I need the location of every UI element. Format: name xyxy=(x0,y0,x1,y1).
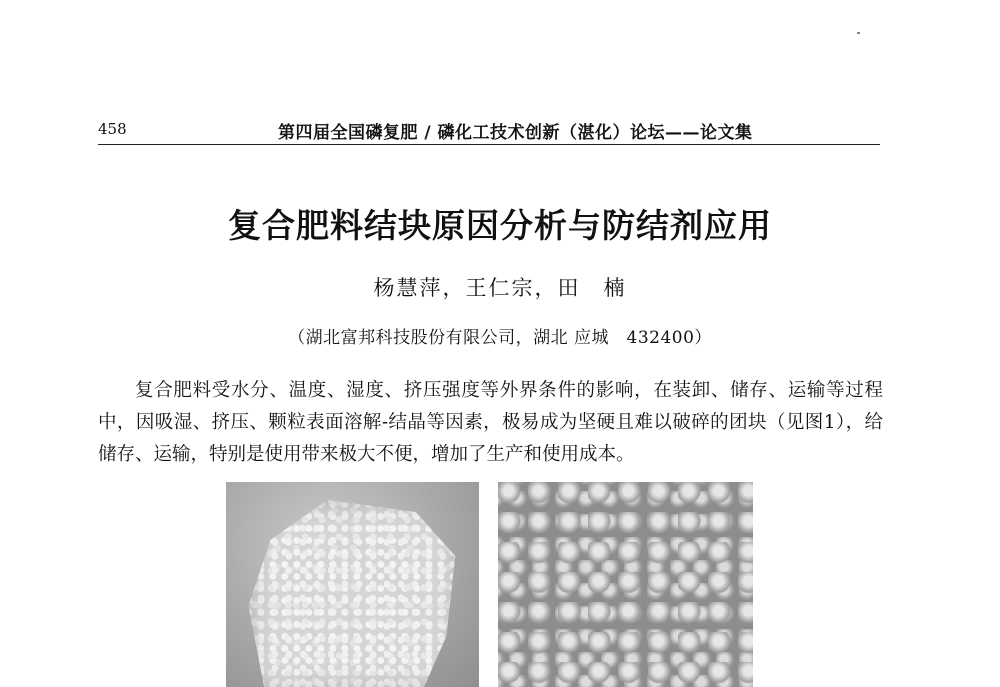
figure-photo-granules-closeup xyxy=(498,482,753,687)
page-number: 458 xyxy=(98,120,127,138)
scan-speck xyxy=(857,32,860,34)
running-header xyxy=(98,118,880,145)
author-affiliation: （湖北富邦科技股份有限公司，湖北 应城 432400） xyxy=(288,328,712,348)
intro-paragraph: 复合肥料受水分、温度、湿度、挤压强度等外界条件的影响，在装卸、储存、运输等过程中，因吸湿、挤压、颗粒表面溶解-结晶等因素，极易成为坚硬且难以破碎的团块（见图1），给储存、运输，特别是使用带来极大不便，增加了生产和使用成本。 xyxy=(98,380,883,465)
granule-texture xyxy=(498,482,753,687)
caked-lump-shape xyxy=(244,496,464,687)
figure-photo-caked-lump xyxy=(226,482,479,687)
article-title: 复合肥料结块原因分析与防结剂应用 xyxy=(228,206,772,245)
running-head-title: 第四届全国磷复肥 / 磷化工技术创新（湛化）论坛——论文集 xyxy=(278,123,753,143)
author-list: 杨慧萍，王仁宗，田 楠 xyxy=(373,276,627,300)
